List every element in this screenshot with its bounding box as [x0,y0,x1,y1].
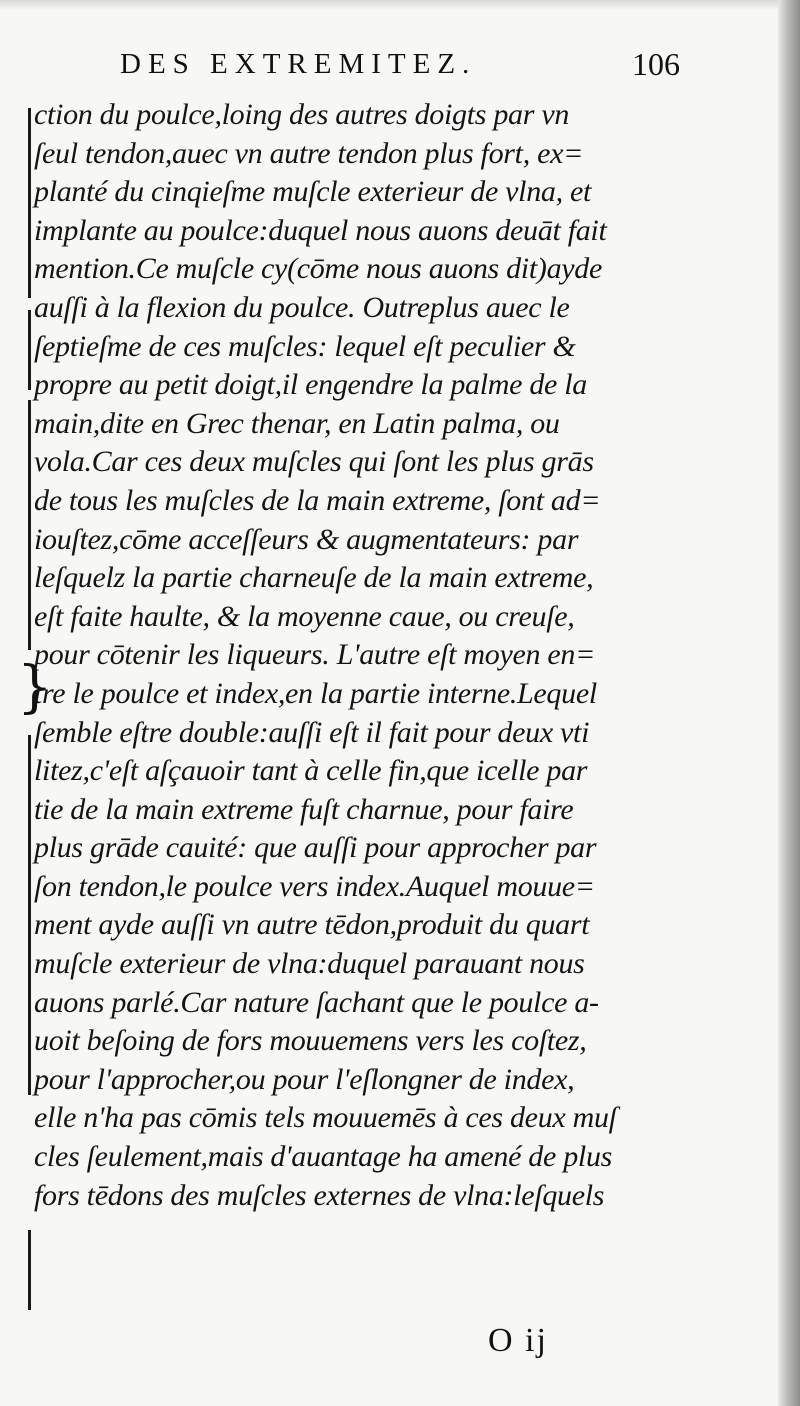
text-line: ſeptieſme de ces muſcles: lequel eſt peculier & [34,329,576,363]
running-title: DES EXTREMITEZ. [120,48,477,80]
text-line: planté du cinqieſme muſcle exterieur de vlna, et [34,175,592,209]
text-line: muſcle exterieur de vlna:duquel parauant nous [34,947,585,981]
text-line: main,dite en Grec thenar, en Latin palma, ou [34,406,560,440]
margin-brace-mark: } [17,655,53,720]
margin-line-mark [28,1230,31,1310]
text-line: ſeul tendon,auec vn autre tendon plus fort, ex= [34,136,584,170]
text-line: vola.Car ces deux muſcles qui ſont les plus grās [34,445,594,479]
text-line: propre au petit doigt,il engendre la palme de la [34,368,588,402]
text-line: fors tēdons des muſcles externes de vlna:leſquels [34,1178,605,1212]
margin-line-mark [28,310,31,390]
text-line: leſquelz la partie charneuſe de la main extreme, [34,561,594,595]
text-line: eſt faite haulte, & la moyenne caue, ou creuſe, [34,599,575,633]
text-line: ction du poulce,loing des autres doigts par vn [34,98,570,131]
running-head [120,42,680,92]
text-line: ſemble eſtre double:auſſi eſt il fait pour deux vti [34,715,590,749]
page-top-shadow [0,0,800,10]
body-text [34,96,684,1215]
text-line: mention.Ce muſcle cy(cōme nous auons dit)ayde [34,252,602,286]
text-line: de tous les muſcles de la main extreme, ſont ad= [34,483,601,517]
text-line: iouſtez,cōme acceſſeurs & augmentateurs: par [34,522,579,556]
signature-mark: O ij [488,1322,548,1359]
text-line: cles ſeulement,mais d'auantage ha amené de plus [34,1140,613,1174]
margin-line-mark [28,735,31,1095]
page-gutter-shadow [778,0,800,1406]
text-line: elle n'ha pas cōmis tels mouuemēs à ces deux muſ [34,1101,617,1135]
text-line: auſſi à la flexion du poulce. Outreplus auec le [34,290,570,324]
text-line: pour cōtenir les liqueurs. L'autre eſt moyen en= [34,638,596,672]
margin-line-mark [28,108,31,298]
text-line: ment ayde auſſi vn autre tēdon,produit du quart [34,908,590,942]
text-line: litez,c'eſt aſçauoir tant à celle fin,que icelle par [34,754,588,788]
text-line: implante au poulce:duquel nous auons deuāt fait [34,213,607,247]
text-line: tre le poulce et index,en la partie interne.Lequel [34,676,597,710]
margin-line-mark [28,400,31,650]
page-number: 106 [632,46,680,82]
text-line: auons parlé.Car nature ſachant que le poulce a- [34,985,599,1019]
text-line: ſon tendon,le poulce vers index.Auquel mouue= [34,869,595,903]
text-line: tie de la main extreme fuſt charnue, pour faire [34,792,574,826]
text-line: plus grāde cauité: que auſſi pour approcher par [34,831,597,865]
text-line: pour l'approcher,ou pour l'eſlongner de index, [34,1062,575,1096]
text-line: uoit beſoing de fors mouuemens vers les coſtez, [34,1024,587,1058]
